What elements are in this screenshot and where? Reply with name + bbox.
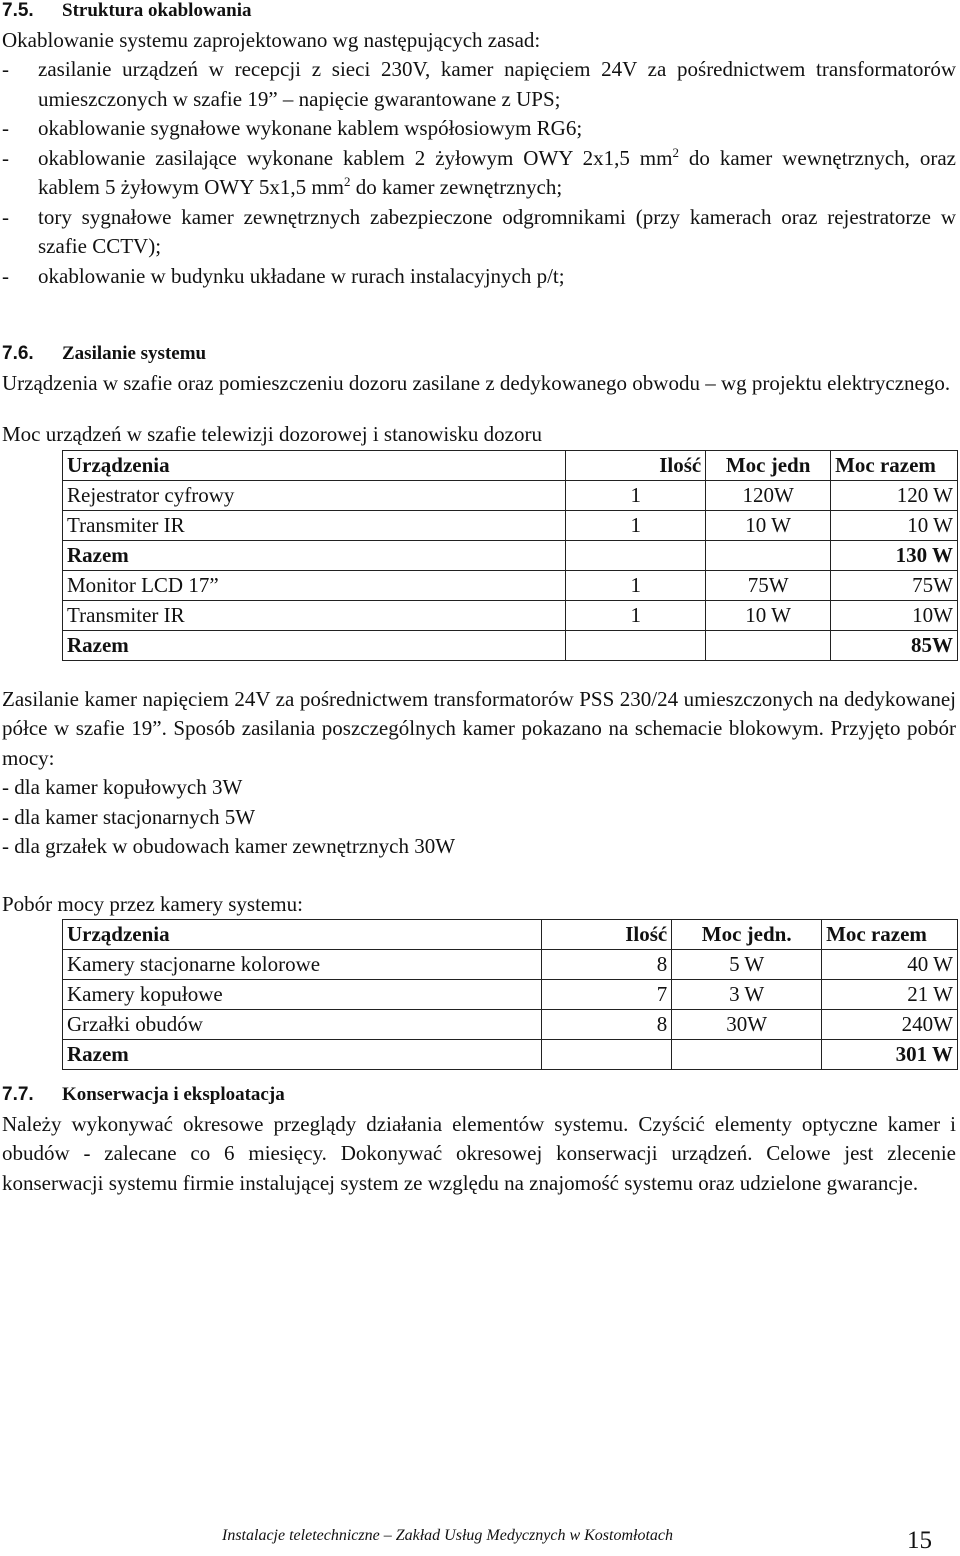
- table-row: Razem 301 W: [63, 1040, 958, 1070]
- footer-text: Instalacje teletechniczne – Zakład Usług Medycznych w Kostomłotach: [222, 1527, 674, 1544]
- power-line: - dla grzałek w obudowach kamer zewnętrznych 30W: [2, 834, 456, 858]
- table-row: Razem 85W: [63, 630, 958, 660]
- table-row: Kamery kopułowe 7 3 W 21 W: [63, 980, 958, 1010]
- section-title: Zasilanie systemu: [62, 343, 207, 364]
- camera-power-table: [62, 919, 958, 1070]
- table-row: Transmiter IR 1 10 W 10W: [63, 600, 958, 630]
- power-line: - dla kamer kopułowych 3W: [2, 775, 243, 799]
- table-row: Razem 130 W: [63, 540, 958, 570]
- section-heading-7-6: [2, 339, 956, 369]
- table1-caption: Moc urządzeń w szafie telewizji dozorowej i stanowisku dozoru: [2, 422, 542, 446]
- section-number: 7.6.: [2, 343, 34, 364]
- table-row: Grzałki obudów 8 30W 240W: [63, 1010, 958, 1040]
- list-item: - okablowanie w budynku układane w rurach instalacyjnych p/t;: [2, 263, 565, 288]
- table-row: Transmiter IR 1 10 W 10 W: [63, 510, 958, 540]
- camera-power-paragraph: Zasilanie kamer napięciem 24V za pośrednictwem transformatorów PSS 230/24 umieszczonych na dedykowanej półce w szafie 19”. Sposób zasilania poszczególnych kamer pokazano na schemacie blokowym. Przyjęto pobór mocy:: [2, 686, 956, 770]
- list-item: - okablowanie sygnałowe wykonane kablem współosiowym RG6;: [2, 116, 583, 140]
- table-row: Kamery stacjonarne kolorowe 8 5 W 40 W: [63, 950, 958, 980]
- table-row: Rejestrator cyfrowy 1 120W 120 W: [63, 480, 958, 510]
- section-title: Konserwacja i eksploatacja: [62, 1084, 285, 1105]
- table2-caption: Pobór mocy przez kamery systemu:: [2, 891, 303, 916]
- page-number: 15: [907, 1527, 932, 1554]
- table-header-row: Urządzenia Ilość Moc jedn. Moc razem: [63, 920, 958, 950]
- list-item: - zasilanie urządzeń w recepcji z sieci 230V, kamer napięciem 24V za pośrednictwem transformatorów umieszczonych w szafie 19” – napięcie gwarantowane z UPS;: [2, 57, 956, 111]
- list-item: - okablowanie zasilające wykonane kablem 2 żyłowym OWY 2x1,5 $mm^2$ do kamer wewnętrznych, oraz kablem 5 żyłowym OWY 5x1,5 $mm^2$ do kamer zewnętrznych;: [2, 144, 956, 199]
- maintenance-paragraph: Należy wykonywać okresowe przeglądy działania elementów systemu. Czyścić elementy optyczne kamer i obudów - zalecane co 6 miesięcy. Dokonywać okresowej konserwacji urządzeń. Celowe jest zlecenie konserwacji systemu firmie instalującej system ze względu na znajomość systemu oraz udzielone gwarancje.: [2, 1111, 956, 1195]
- power-paragraph: Urządzenia w szafie oraz pomieszczeniu dozoru zasilane z dedykowanego obwodu – wg projektu elektrycznego.: [2, 370, 951, 395]
- section-heading-7-7: [2, 1080, 956, 1110]
- table-header-row: Urządzenia Ilość Moc jedn Moc razem: [63, 450, 958, 480]
- intro-paragraph: Okablowanie systemu zaprojektowano wg następujących zasad:: [2, 27, 541, 52]
- document-page: [2, 0, 956, 1198]
- section-heading-7-5: [2, 0, 956, 26]
- section-number: 7.7.: [2, 1084, 34, 1105]
- list-item: - tory sygnałowe kamer zewnętrznych zabezpieczone odgromnikami (przy kamerach oraz rejestratorze w szafie CCTV);: [2, 204, 956, 258]
- power-line: - dla kamer stacjonarnych 5W: [2, 804, 256, 829]
- section-number: 7.5.: [2, 0, 34, 21]
- section-title: Struktura okablowania: [62, 0, 252, 21]
- device-power-table: [62, 450, 958, 661]
- table-row: Monitor LCD 17” 1 75W 75W: [63, 570, 958, 600]
